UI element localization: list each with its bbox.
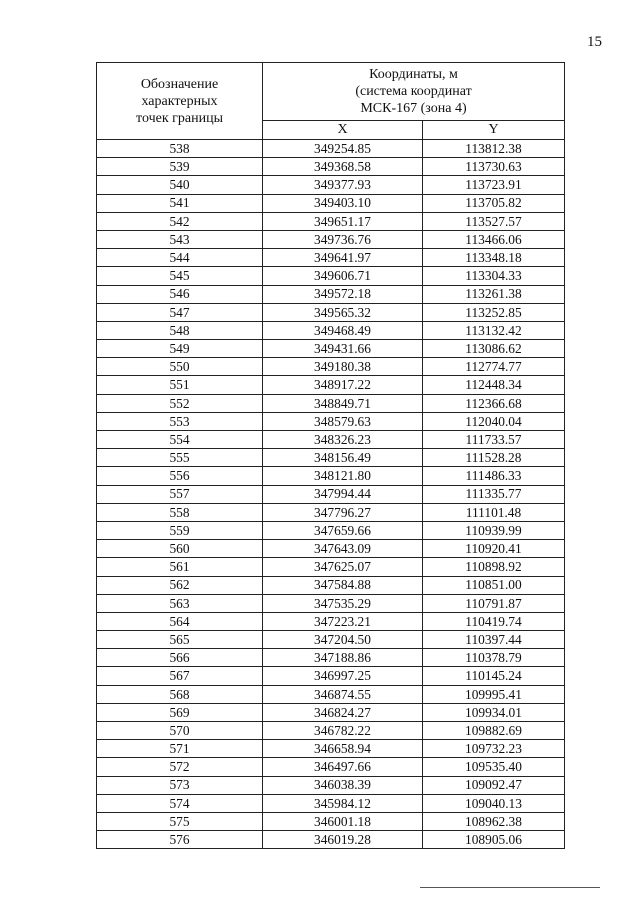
- cell-x: 346001.18: [263, 812, 423, 830]
- cell-x: 346038.39: [263, 776, 423, 794]
- table-body: [97, 140, 565, 849]
- cell-point: 542: [97, 212, 263, 230]
- cell-x: 347625.07: [263, 558, 423, 576]
- header-coords-line: Координаты, м: [369, 67, 458, 83]
- cell-point: 548: [97, 321, 263, 339]
- cell-y: 113723.91: [423, 176, 565, 194]
- cell-y: 109995.41: [423, 685, 565, 703]
- table-row: [97, 485, 565, 503]
- cell-x: 347994.44: [263, 485, 423, 503]
- table-row: [97, 540, 565, 558]
- cell-point: 552: [97, 394, 263, 412]
- cell-x: 348326.23: [263, 431, 423, 449]
- cell-point: 569: [97, 703, 263, 721]
- cell-x: 349377.93: [263, 176, 423, 194]
- cell-x: 349565.32: [263, 303, 423, 321]
- cell-point: 539: [97, 158, 263, 176]
- cell-y: 113261.38: [423, 285, 565, 303]
- cell-y: 113730.63: [423, 158, 565, 176]
- cell-x: 349368.58: [263, 158, 423, 176]
- table-row: [97, 176, 565, 194]
- header-coords-line: (система координат: [355, 84, 472, 100]
- cell-x: 347659.66: [263, 521, 423, 539]
- table-row: [97, 249, 565, 267]
- cell-x: 346497.66: [263, 758, 423, 776]
- cell-point: 566: [97, 649, 263, 667]
- table-row: [97, 722, 565, 740]
- table-row: [97, 649, 565, 667]
- cell-x: 347796.27: [263, 503, 423, 521]
- table-row: [97, 521, 565, 539]
- cell-x: 347204.50: [263, 631, 423, 649]
- table-row: [97, 340, 565, 358]
- cell-y: 113252.85: [423, 303, 565, 321]
- table-row: [97, 285, 565, 303]
- cell-y: 113132.42: [423, 321, 565, 339]
- cell-y: 113812.38: [423, 140, 565, 158]
- cell-point: 570: [97, 722, 263, 740]
- cell-point: 571: [97, 740, 263, 758]
- cell-y: 112366.68: [423, 394, 565, 412]
- cell-y: 112774.77: [423, 358, 565, 376]
- cell-point: 544: [97, 249, 263, 267]
- table-row: [97, 685, 565, 703]
- cell-x: 349431.66: [263, 340, 423, 358]
- cell-x: 347535.29: [263, 594, 423, 612]
- table-row: [97, 667, 565, 685]
- cell-y: 113705.82: [423, 194, 565, 212]
- cell-y: 108905.06: [423, 831, 565, 849]
- cell-x: 349651.17: [263, 212, 423, 230]
- cell-y: 111486.33: [423, 467, 565, 485]
- table-row: [97, 230, 565, 248]
- cell-point: 575: [97, 812, 263, 830]
- table-row: [97, 431, 565, 449]
- table-row: [97, 776, 565, 794]
- cell-x: 349180.38: [263, 358, 423, 376]
- page-number: 15: [587, 34, 602, 50]
- cell-point: 563: [97, 594, 263, 612]
- cell-x: 347188.86: [263, 649, 423, 667]
- table-row: [97, 376, 565, 394]
- cell-point: 557: [97, 485, 263, 503]
- footer-rule: [420, 887, 600, 888]
- cell-point: 562: [97, 576, 263, 594]
- cell-x: 347584.88: [263, 576, 423, 594]
- cell-x: 347223.21: [263, 612, 423, 630]
- cell-y: 111101.48: [423, 503, 565, 521]
- cell-y: 112040.04: [423, 412, 565, 430]
- header-x: X: [263, 121, 423, 140]
- table-row: [97, 740, 565, 758]
- cell-x: 346997.25: [263, 667, 423, 685]
- table-row: [97, 631, 565, 649]
- cell-y: 110791.87: [423, 594, 565, 612]
- cell-y: 109934.01: [423, 703, 565, 721]
- cell-y: 111528.28: [423, 449, 565, 467]
- table-row: [97, 449, 565, 467]
- table-row: [97, 321, 565, 339]
- cell-y: 109535.40: [423, 758, 565, 776]
- table-row: [97, 831, 565, 849]
- cell-x: 349572.18: [263, 285, 423, 303]
- cell-point: 568: [97, 685, 263, 703]
- table-row: [97, 158, 565, 176]
- cell-x: 347643.09: [263, 540, 423, 558]
- cell-y: 110419.74: [423, 612, 565, 630]
- cell-y: 110851.00: [423, 576, 565, 594]
- table-row: [97, 412, 565, 430]
- cell-x: 348849.71: [263, 394, 423, 412]
- cell-y: 110397.44: [423, 631, 565, 649]
- cell-x: 348156.49: [263, 449, 423, 467]
- table-row: [97, 303, 565, 321]
- table-row: [97, 267, 565, 285]
- cell-x: 349606.71: [263, 267, 423, 285]
- cell-x: 346874.55: [263, 685, 423, 703]
- table-row: [97, 212, 565, 230]
- cell-x: 348579.63: [263, 412, 423, 430]
- header-point-line: Обозначение: [140, 76, 219, 92]
- cell-point: 546: [97, 285, 263, 303]
- cell-y: 108962.38: [423, 812, 565, 830]
- cell-x: 346658.94: [263, 740, 423, 758]
- cell-x: 346824.27: [263, 703, 423, 721]
- cell-y: 109732.23: [423, 740, 565, 758]
- cell-x: 349403.10: [263, 194, 423, 212]
- cell-point: 540: [97, 176, 263, 194]
- table-row: [97, 758, 565, 776]
- coordinates-table: [96, 62, 565, 849]
- cell-x: 349468.49: [263, 321, 423, 339]
- cell-y: 113304.33: [423, 267, 565, 285]
- table-row: [97, 594, 565, 612]
- cell-point: 573: [97, 776, 263, 794]
- cell-point: 553: [97, 412, 263, 430]
- header-point-line: точек границы: [136, 110, 223, 126]
- header-y: Y: [423, 121, 565, 140]
- cell-point: 572: [97, 758, 263, 776]
- cell-point: 561: [97, 558, 263, 576]
- cell-point: 550: [97, 358, 263, 376]
- cell-y: 113348.18: [423, 249, 565, 267]
- cell-x: 346782.22: [263, 722, 423, 740]
- cell-x: 349254.85: [263, 140, 423, 158]
- cell-point: 556: [97, 467, 263, 485]
- cell-point: 567: [97, 667, 263, 685]
- table-row: [97, 576, 565, 594]
- cell-y: 113527.57: [423, 212, 565, 230]
- table-row: [97, 503, 565, 521]
- cell-point: 545: [97, 267, 263, 285]
- cell-point: 541: [97, 194, 263, 212]
- cell-point: 558: [97, 503, 263, 521]
- cell-y: 110920.41: [423, 540, 565, 558]
- table-row: [97, 194, 565, 212]
- cell-point: 576: [97, 831, 263, 849]
- cell-x: 349736.76: [263, 230, 423, 248]
- table-row: [97, 140, 565, 158]
- header-coords-line: МСК-167 (зона 4): [360, 101, 467, 117]
- cell-y: 113086.62: [423, 340, 565, 358]
- cell-x: 345984.12: [263, 794, 423, 812]
- table-row: [97, 394, 565, 412]
- cell-y: 110898.92: [423, 558, 565, 576]
- cell-point: 543: [97, 230, 263, 248]
- cell-point: 549: [97, 340, 263, 358]
- table-row: [97, 612, 565, 630]
- cell-point: 574: [97, 794, 263, 812]
- table-row: [97, 358, 565, 376]
- cell-point: 538: [97, 140, 263, 158]
- cell-y: 109882.69: [423, 722, 565, 740]
- cell-point: 564: [97, 612, 263, 630]
- cell-y: 112448.34: [423, 376, 565, 394]
- cell-y: 111733.57: [423, 431, 565, 449]
- cell-y: 110939.99: [423, 521, 565, 539]
- table-header: [97, 63, 565, 140]
- cell-point: 547: [97, 303, 263, 321]
- table-row: [97, 703, 565, 721]
- cell-x: 346019.28: [263, 831, 423, 849]
- cell-point: 555: [97, 449, 263, 467]
- cell-y: 110145.24: [423, 667, 565, 685]
- header-coordinates: [263, 63, 565, 121]
- table-row: [97, 467, 565, 485]
- cell-x: 348121.80: [263, 467, 423, 485]
- table-row: [97, 812, 565, 830]
- cell-point: 554: [97, 431, 263, 449]
- header-point-designation: [97, 63, 263, 140]
- table-row: [97, 558, 565, 576]
- cell-y: 109040.13: [423, 794, 565, 812]
- cell-y: 110378.79: [423, 649, 565, 667]
- header-point-line: характерных: [141, 93, 218, 109]
- cell-y: 109092.47: [423, 776, 565, 794]
- cell-y: 111335.77: [423, 485, 565, 503]
- cell-point: 559: [97, 521, 263, 539]
- table-row: [97, 794, 565, 812]
- cell-x: 349641.97: [263, 249, 423, 267]
- cell-point: 551: [97, 376, 263, 394]
- cell-y: 113466.06: [423, 230, 565, 248]
- cell-point: 565: [97, 631, 263, 649]
- cell-x: 348917.22: [263, 376, 423, 394]
- cell-point: 560: [97, 540, 263, 558]
